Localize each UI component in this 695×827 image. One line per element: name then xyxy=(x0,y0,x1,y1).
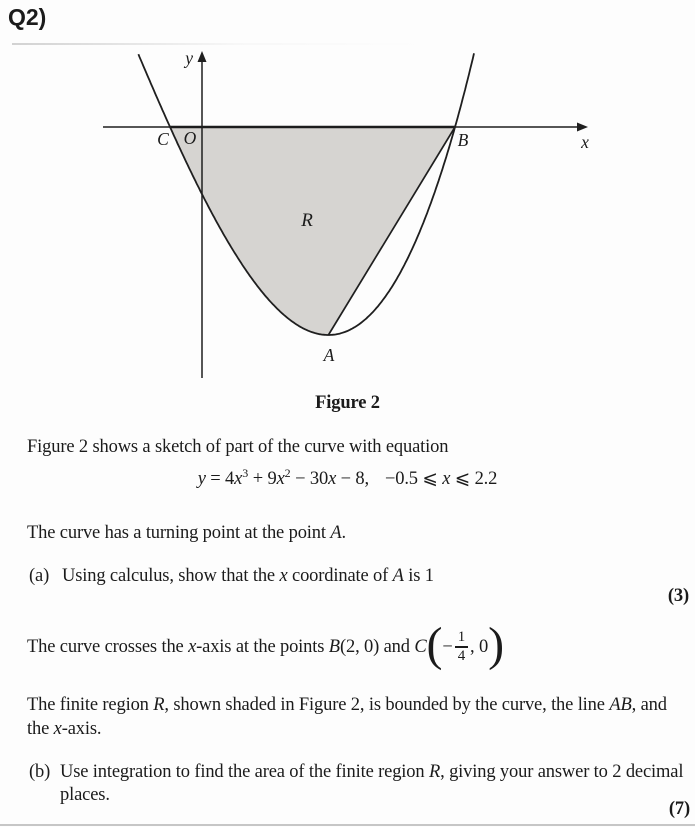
label-C: C xyxy=(157,129,169,149)
paragraph-region-line1: The finite region R, shown shaded in Figure 2, is bounded by the curve, the line AB, and xyxy=(27,695,667,715)
paragraph-roots xyxy=(27,617,504,671)
part-b-text: Use integration to find the area of the finite region R, giving your answer to 2 decimal xyxy=(60,762,684,782)
part-b-label: (b) xyxy=(29,762,51,782)
paragraph-region-line2: the x-axis. xyxy=(27,719,102,739)
label-A: A xyxy=(323,345,335,365)
open-paren: ( xyxy=(426,617,443,671)
minus-sign: − xyxy=(442,636,453,657)
question-number: Q2) xyxy=(8,4,47,30)
shaded-region-R xyxy=(170,127,455,335)
part-a-label: (a) xyxy=(29,566,50,586)
label-B: B xyxy=(457,130,469,150)
figure-2-graph xyxy=(0,0,695,390)
part-b-text-line2: places. xyxy=(60,785,110,805)
marks-part-a: (3) xyxy=(667,586,689,606)
paragraph-turning-point: The curve has a turning point at the point A. xyxy=(27,523,346,543)
label-x: x xyxy=(581,132,589,152)
equation: $y = 4x^3 + 9x^2 - 30x - 8$, −0.5 ⩽ x ⩽ 2.2 xyxy=(197,466,498,489)
part-a-text: Using calculus, show that the x coordinate of A is 1 xyxy=(62,566,434,586)
coordinate-zero: , 0 xyxy=(470,636,489,657)
part-b xyxy=(29,761,683,783)
label-R: R xyxy=(301,210,313,231)
x-axis-arrow-icon xyxy=(577,123,588,132)
fraction-numerator: 1 xyxy=(457,628,466,645)
close-paren: ) xyxy=(488,617,504,671)
bottom-rule xyxy=(0,824,695,826)
y-axis-arrow-icon xyxy=(198,51,207,62)
figure-caption: Figure 2 xyxy=(315,393,380,413)
roots-text: The curve crosses the x-axis at the points B(2, 0) and C xyxy=(27,636,427,657)
paragraph-intro: Figure 2 shows a sketch of part of the curve with equation xyxy=(27,437,449,457)
fraction-denominator: 4 xyxy=(457,648,466,665)
fraction-one-quarter xyxy=(455,630,468,664)
part-a xyxy=(29,565,434,587)
marks-part-b: (7) xyxy=(668,799,690,819)
label-O: O xyxy=(183,128,197,148)
label-y: y xyxy=(185,48,193,68)
